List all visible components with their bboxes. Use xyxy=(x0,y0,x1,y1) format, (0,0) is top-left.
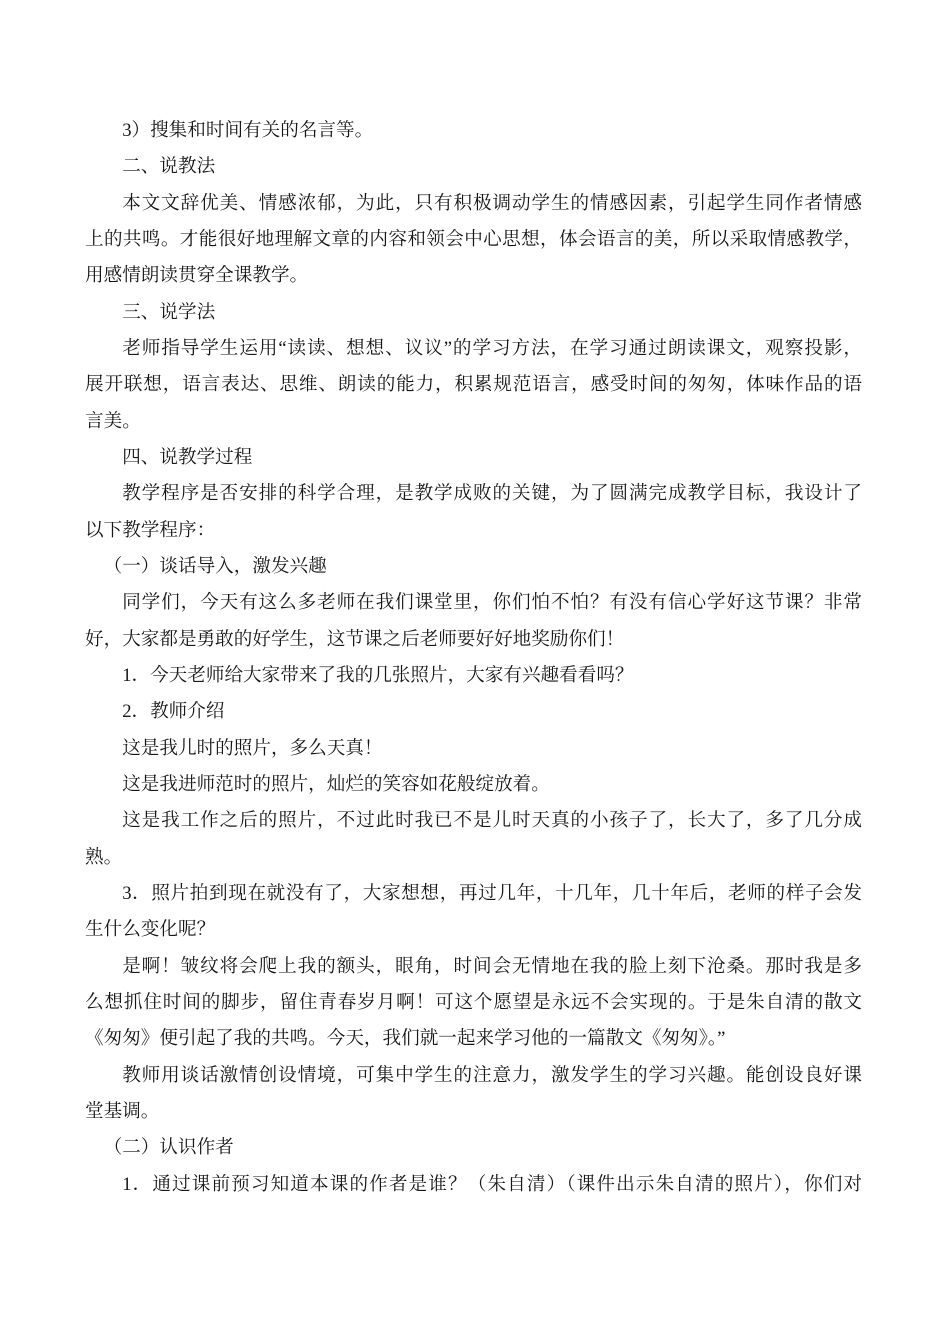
text-line: 上的共鸣。才能很好地理解文章的内容和领会中心思想，体会语言的美，所以采取情感教学， xyxy=(85,228,862,250)
text-line: 熟。 xyxy=(85,846,123,868)
text-line: 这是我进师范时的照片，灿烂的笑容如花般绽放着。 xyxy=(122,773,550,795)
text-line: 三、说学法 xyxy=(122,301,216,323)
text-line: 1．今天老师给大家带来了我的几张照片，大家有兴趣看看吗？ xyxy=(122,664,634,686)
text-line: 好，大家都是勇敢的好学生，这节课之后老师要好好地奖励你们！ xyxy=(85,628,625,650)
text-line: 1．通过课前预习知道本课的作者是谁？（朱自清）（课件出示朱自清的照片），你们对 xyxy=(122,1173,862,1195)
text-line: （二）认识作者 xyxy=(103,1137,234,1159)
text-line: 展开联想，语言表达、思维、朗读的能力，积累规范语言，感受时间的匆匆，体味作品的语 xyxy=(85,374,862,396)
text-line: 《匆匆》便引起了我的共鸣。今天，我们就一起来学习他的一篇散文《匆匆》。” xyxy=(85,1028,726,1050)
text-line: 言美。 xyxy=(85,410,141,432)
text-line: 四、说教学过程 xyxy=(122,446,253,468)
text-line: （一）谈话导入，激发兴趣 xyxy=(103,555,327,577)
text-line: 是啊！皱纹将会爬上我的额头，眼角，时间会无情地在我的脸上刻下沧桑。那时我是多 xyxy=(122,955,862,977)
text-line: 老师指导学生运用“读读、想想、议议”的学习方法，在学习通过朗读课文，观察投影， xyxy=(122,337,862,359)
text-line: 堂基调。 xyxy=(85,1100,160,1122)
text-line: 这是我工作之后的照片，不过此时我已不是儿时天真的小孩子了，长大了，多了几分成 xyxy=(122,810,862,832)
text-line: 3．照片拍到现在就没有了，大家想想，再过几年，十几年，几十年后，老师的样子会发 xyxy=(122,882,862,904)
text-line: 么想抓住时间的脚步，留住青春岁月啊！可这个愿望是永远不会实现的。于是朱自清的散文 xyxy=(85,991,862,1013)
text-line: 以下教学程序： xyxy=(85,519,216,541)
text-line: 教学程序是否安排的科学合理，是教学成败的关键，为了圆满完成教学目标，我设计了 xyxy=(122,483,862,505)
text-line: 用感情朗读贯穿全课教学。 xyxy=(85,265,309,287)
text-line: 本文文辞优美、情感浓郁，为此，只有积极调动学生的情感因素，引起学生同作者情感 xyxy=(122,192,862,214)
text-line: 教师用谈话激情创设情境，可集中学生的注意力，激发学生的学习兴趣。能创设良好课 xyxy=(122,1064,862,1086)
text-line: 二、说教法 xyxy=(122,156,216,178)
text-line: 生什么变化呢？ xyxy=(85,919,216,941)
text-line: 这是我儿时的照片，多么天真！ xyxy=(122,737,383,759)
text-line: 同学们，今天有这么多老师在我们课堂里，你们怕不怕？有没有信心学好这节课？非常 xyxy=(122,592,862,614)
document-text-block xyxy=(85,113,862,1203)
text-line: 2．教师介绍 xyxy=(122,701,225,723)
text-line: 3）搜集和时间有关的名言等。 xyxy=(122,120,374,141)
